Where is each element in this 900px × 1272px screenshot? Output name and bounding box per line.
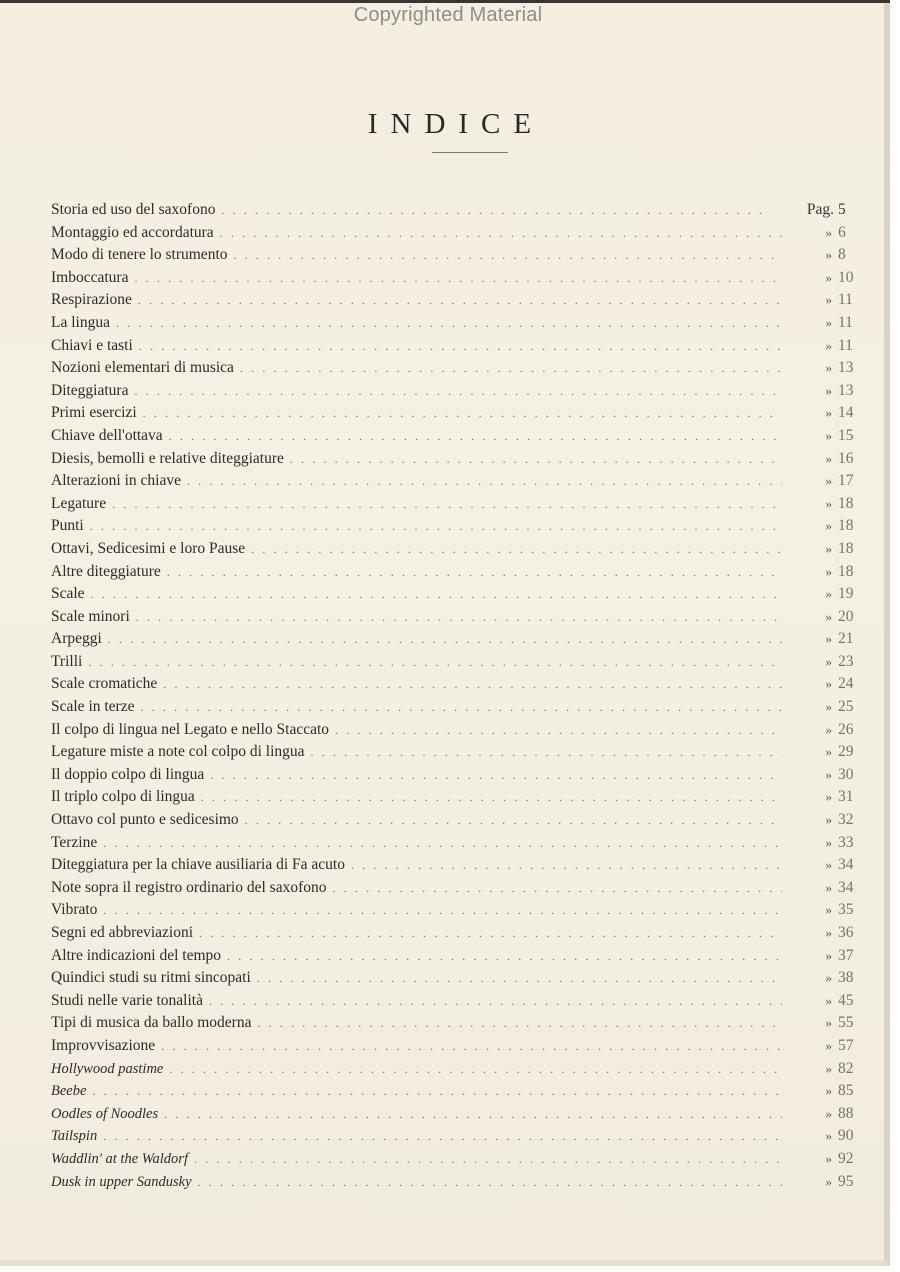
ditto-mark: » (825, 766, 832, 782)
dot-leader (221, 203, 770, 218)
toc-entry-title: Altre diteggiature (51, 562, 161, 580)
toc-page-number: 21 (838, 630, 854, 648)
toc-page-number: 92 (838, 1149, 854, 1167)
toc-page-number: 55 (838, 1014, 854, 1032)
dot-leader (209, 994, 782, 1009)
dot-leader (163, 677, 782, 692)
toc-entry (51, 947, 864, 970)
toc-entry-title: Chiavi e tasti (51, 336, 133, 354)
toc-entry-title: Scale in terze (51, 698, 135, 716)
toc-page-number: 13 (838, 381, 854, 399)
dot-leader (220, 226, 782, 241)
toc-page-number: 34 (838, 856, 854, 874)
ditto-mark: » (825, 247, 832, 263)
toc-entry (51, 517, 864, 540)
ditto-mark: » (825, 992, 832, 1008)
dot-leader (198, 1175, 782, 1190)
toc-page-number: 33 (838, 833, 854, 851)
ditto-mark: » (825, 653, 832, 669)
dot-leader (290, 452, 782, 467)
title-divider (432, 152, 508, 153)
ditto-mark: » (825, 224, 832, 240)
toc-page-number: 11 (838, 336, 853, 354)
dot-leader (201, 790, 782, 805)
ditto-mark: » (825, 879, 832, 895)
ditto-mark: » (825, 699, 832, 715)
ditto-mark: » (825, 495, 832, 511)
ditto-mark: » (825, 744, 832, 760)
toc-entry (51, 1173, 864, 1196)
dot-leader (103, 903, 782, 918)
toc-entry-title: Dusk in upper Sandusky (51, 1173, 192, 1190)
ditto-mark: » (825, 586, 832, 602)
toc-page-number: 18 (838, 494, 854, 512)
toc-entry-title: Beebe (51, 1083, 87, 1100)
ditto-mark: » (825, 518, 832, 534)
ditto-mark: » (825, 405, 832, 421)
ditto-mark: » (825, 1060, 832, 1076)
dot-leader (138, 293, 782, 308)
toc-entry (51, 1082, 864, 1105)
toc-entry (51, 743, 864, 766)
dot-leader (194, 1152, 782, 1167)
ditto-mark: » (825, 1105, 832, 1121)
ditto-mark: » (825, 1150, 832, 1166)
toc-entry (51, 382, 864, 405)
toc-entry-title: Vibrato (51, 901, 98, 919)
ditto-mark: » (825, 970, 832, 986)
toc-entry-title: Il colpo di lingua nel Legato e nello Staccato (51, 720, 330, 738)
ditto-mark: » (825, 540, 832, 556)
toc-entry-title: Altre indicazioni del tempo (51, 946, 222, 964)
dot-leader (245, 813, 782, 828)
toc-page-number: 90 (838, 1127, 854, 1145)
ditto-mark: » (825, 857, 832, 873)
toc-entry-title: Segni ed abbreviazioni (51, 924, 194, 941)
toc-entry (51, 811, 864, 834)
dot-leader (169, 1062, 782, 1077)
toc-page-number: 24 (838, 675, 854, 693)
toc-entry-title: Storia ed uso del saxofono (51, 201, 216, 218)
toc-page-number: 14 (838, 404, 854, 422)
dot-leader (139, 339, 782, 354)
toc-page-number: 29 (838, 743, 854, 761)
toc-entry (51, 766, 864, 789)
ditto-mark: » (825, 721, 832, 737)
toc-page-number: 17 (838, 472, 854, 490)
dot-leader (199, 926, 782, 941)
toc-entry (51, 924, 864, 947)
dot-leader (143, 406, 782, 421)
toc-entry-title: Ottavi, Sedicesimi e loro Pause (51, 539, 246, 557)
ditto-mark: » (825, 902, 832, 918)
ditto-mark: » (825, 292, 832, 308)
ditto-mark: » (825, 608, 832, 624)
toc-entry (51, 1150, 864, 1173)
toc-page-number: 82 (838, 1059, 854, 1077)
toc-entry-title: Note sopra il registro ordinario del saxofono (51, 878, 327, 896)
dot-leader (257, 1016, 782, 1031)
ditto-mark: » (825, 789, 832, 805)
toc-entry (51, 675, 864, 698)
toc-entry (51, 630, 864, 653)
toc-entry-title: Legature (51, 494, 107, 512)
page-label: Pag. (806, 201, 834, 218)
toc-page-number: 8 (838, 246, 846, 264)
toc-entry-title: Primi esercizi (51, 404, 137, 422)
toc-entry-title: Quindici studi su ritmi sincopati (51, 969, 251, 987)
dot-leader (136, 610, 782, 625)
dot-leader (167, 565, 782, 580)
ditto-mark: » (825, 563, 832, 579)
toc-entry-title: Alterazioni in chiave (51, 472, 181, 490)
toc-entry (51, 472, 864, 495)
copyright-watermark: Copyrighted Material (353, 4, 543, 26)
toc-entry (51, 314, 864, 337)
dot-leader (311, 745, 782, 760)
toc-entry-title: Nozioni elementari di musica (51, 359, 234, 377)
toc-page-number: 31 (838, 788, 854, 806)
dot-leader (88, 655, 782, 670)
dot-leader (333, 881, 783, 896)
dot-leader (103, 1129, 782, 1144)
toc-page-number: 10 (838, 268, 854, 286)
toc-entry (51, 901, 864, 924)
toc-entry (51, 201, 864, 224)
toc-entry (51, 563, 864, 586)
toc-entry-title: Imboccatura (51, 268, 129, 286)
dot-leader (91, 587, 782, 602)
toc-entry-title: Terzine (51, 833, 98, 851)
toc-entry-title: Studi nelle varie tonalità (51, 991, 203, 1009)
scan-edge (0, 0, 890, 3)
dot-leader (116, 316, 782, 331)
toc-page-number: 23 (838, 652, 854, 670)
toc-page-number: 18 (838, 539, 854, 557)
toc-page-number: 11 (838, 313, 853, 331)
toc-page-number: 30 (838, 765, 854, 783)
toc-page-number: 13 (838, 359, 854, 377)
toc-entry-title: Arpeggi (51, 630, 102, 648)
toc-entry (51, 608, 864, 631)
ditto-mark: » (825, 631, 832, 647)
toc-entry-title: Scale (51, 585, 85, 603)
toc-entry (51, 834, 864, 857)
toc-page-number: 18 (838, 562, 854, 580)
toc-page-number: 36 (838, 924, 854, 941)
toc-page-number: 95 (838, 1172, 854, 1190)
toc-entry-title: Respirazione (51, 291, 132, 309)
ditto-mark: » (825, 360, 832, 376)
toc-entry-title: Improvvisazione (51, 1036, 156, 1054)
toc-entry-title: Scale minori (51, 607, 130, 625)
toc-page-number: 20 (838, 607, 854, 625)
toc-entry-title: Punti (51, 517, 84, 535)
toc-entry-title: Montaggio ed accordatura (51, 223, 214, 241)
toc-page-number: 5 (838, 201, 846, 218)
toc-entry (51, 404, 864, 427)
dot-leader (227, 949, 782, 964)
toc-entry (51, 653, 864, 676)
toc-page-number: 37 (838, 946, 854, 964)
toc-entry (51, 495, 864, 518)
toc-entry (51, 540, 864, 563)
toc-page-number: 18 (838, 517, 854, 535)
toc-page-number: 85 (838, 1082, 854, 1100)
toc-entry (51, 1037, 864, 1060)
toc-entry (51, 1014, 864, 1037)
toc-entry (51, 879, 864, 902)
toc-page-number: 32 (838, 811, 854, 829)
toc-page-number: 25 (838, 698, 854, 716)
toc-entry (51, 224, 864, 247)
ditto-mark: » (825, 676, 832, 692)
ditto-mark: » (825, 269, 832, 285)
toc-entry-title: Legature miste a note col colpo di lingua (51, 743, 305, 761)
dot-leader (112, 497, 782, 512)
ditto-mark: » (825, 314, 832, 330)
dot-leader (134, 271, 782, 286)
ditto-mark: » (825, 925, 832, 940)
toc-entry (51, 291, 864, 314)
toc-page-number: 15 (838, 426, 854, 444)
toc-page-number: 19 (838, 585, 854, 603)
toc-entry (51, 992, 864, 1015)
dot-leader (103, 836, 782, 851)
ditto-mark: » (825, 1128, 832, 1144)
toc-entry-title: Tipi di musica da ballo moderna (51, 1014, 252, 1032)
toc-page-number: 6 (838, 223, 846, 241)
ditto-mark: » (825, 1015, 832, 1031)
dot-leader (108, 632, 782, 647)
ditto-mark: » (825, 382, 832, 398)
toc-page-number: 16 (838, 449, 854, 467)
ditto-mark: » (825, 1037, 832, 1053)
ditto-mark: » (825, 427, 832, 443)
toc-entry-title: Diteggiatura per la chiave ausiliaria di Fa acuto (51, 856, 345, 874)
dot-leader (210, 768, 782, 783)
toc-page-number: 57 (838, 1036, 854, 1054)
dot-leader (140, 700, 782, 715)
ditto-mark: » (825, 473, 832, 489)
dot-leader (161, 1039, 782, 1054)
toc-page-number: 26 (838, 720, 854, 738)
toc-page-number: 35 (838, 901, 854, 919)
dot-leader (92, 1084, 782, 1099)
toc-page-number: 38 (838, 969, 854, 987)
toc-entry (51, 788, 864, 811)
dot-leader (169, 429, 782, 444)
toc-entry (51, 1127, 864, 1150)
toc-page-number: 34 (838, 878, 854, 896)
ditto-mark: » (825, 337, 832, 353)
toc-entry-title: Chiave dell'ottava (51, 426, 163, 444)
toc-entry (51, 337, 864, 360)
dot-leader (134, 384, 782, 399)
toc-entry-title: Waddlin' at the Waldorf (51, 1150, 188, 1167)
ditto-mark: » (825, 834, 832, 850)
toc-entry-title: La lingua (51, 313, 110, 331)
dot-leader (335, 723, 782, 738)
dot-leader (240, 361, 782, 376)
toc-entry (51, 698, 864, 721)
toc-entry-title: Hollywood pastime (51, 1060, 164, 1077)
toc-entry-title: Diesis, bemolli e relative diteggiature (51, 449, 284, 467)
toc-page-number: 88 (838, 1104, 854, 1122)
toc-entry (51, 721, 864, 744)
dot-leader (90, 519, 782, 534)
toc-entry-title: Tailspin (51, 1128, 98, 1145)
toc-entry-title: Scale cromatiche (51, 675, 158, 693)
toc-entry (51, 1060, 864, 1083)
toc-entry-title: Ottavo col punto e sedicesimo (51, 811, 239, 829)
toc-entry-title: Oodles of Noodles (51, 1105, 159, 1122)
toc-entry (51, 585, 864, 608)
toc-entry-title: Trilli (51, 652, 83, 670)
toc-entry-title: Diteggiatura (51, 381, 129, 399)
table-of-contents (51, 201, 864, 1195)
toc-entry (51, 427, 864, 450)
dot-leader (164, 1107, 782, 1122)
dot-leader (351, 858, 782, 873)
toc-entry (51, 269, 864, 292)
toc-entry (51, 246, 864, 269)
toc-page-number: 11 (838, 291, 853, 309)
toc-entry (51, 856, 864, 879)
toc-entry-title: Il doppio colpo di lingua (51, 765, 205, 783)
toc-page-number: 45 (838, 991, 854, 1009)
ditto-mark: » (825, 450, 832, 466)
dot-leader (257, 971, 782, 986)
ditto-mark: » (825, 1083, 832, 1099)
dot-leader (187, 474, 782, 489)
ditto-mark: » (825, 1173, 832, 1189)
page-title: INDICE (367, 108, 545, 140)
toc-entry (51, 969, 864, 992)
dot-leader (251, 542, 782, 557)
dot-leader (234, 248, 783, 263)
toc-entry (51, 1105, 864, 1128)
ditto-mark: » (825, 812, 832, 828)
toc-entry (51, 450, 864, 473)
ditto-mark: » (825, 947, 832, 963)
toc-entry-title: Il triplo colpo di lingua (51, 788, 195, 806)
toc-entry-title: Modo di tenere lo strumento (51, 246, 228, 264)
toc-entry (51, 359, 864, 382)
